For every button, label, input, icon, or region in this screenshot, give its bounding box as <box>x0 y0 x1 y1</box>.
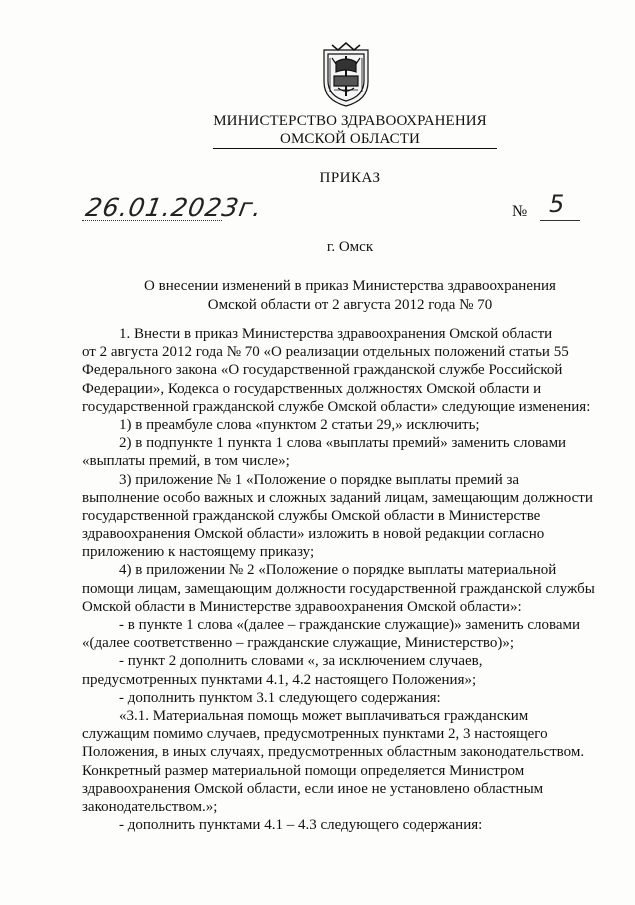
body-line: - в пункте 1 слова «(далее – гражданские служащие)» заменить словами <box>119 617 581 633</box>
order-body <box>82 325 609 834</box>
body-line: законодательством.»; <box>82 798 218 815</box>
body-line: - дополнить пунктом 3.1 следующего содержания: <box>119 689 441 706</box>
body-line: Федерального закона «О государственной гражданской службе Российской <box>82 362 563 379</box>
handwritten-date: 26.01.2023г. <box>83 193 265 222</box>
body-line: Омской области в Министерстве здравоохранения Омской области»: <box>82 598 522 615</box>
body-line: 1. Внести в приказ Министерства здравоохранения Омской области <box>119 326 553 342</box>
document-type-title: ПРИКАЗ <box>319 170 381 186</box>
number-label: № <box>512 203 528 220</box>
body-line: «(далее соответственно – гражданские служащие, Министерство)»; <box>82 635 515 652</box>
body-line: государственной гражданской службы Омской области в Министерстве <box>82 507 541 524</box>
body-line: - дополнить пунктами 4.1 – 4.3 следующего содержания: <box>119 817 483 834</box>
header-divider <box>213 148 497 149</box>
omsk-coat-of-arms-emblem <box>318 42 374 108</box>
body-line: приложению к настоящему приказу; <box>82 544 315 561</box>
body-line: здравоохранения Омской области» изложить в новой редакции согласно <box>82 526 545 543</box>
body-line: Конкретный размер материальной помощи определяется Министром <box>82 762 525 779</box>
body-line: 1) в преамбуле слова «пунктом 2 статьи 29,» исключить; <box>119 416 480 433</box>
body-line: 2) в подпункте 1 пункта 1 слова «выплаты премий» заменить словами <box>119 435 567 452</box>
handwritten-number: 5 <box>549 190 565 218</box>
body-line: помощи лицам, замещающим должности государственной гражданской службы <box>82 580 595 597</box>
body-line: выполнение особо важных и сложных заданий лицам, замещающим должности <box>82 489 593 506</box>
body-line: предусмотренных пунктами 4.1, 4.2 настоящего Положения»; <box>82 671 477 688</box>
body-line: здравоохранения Омской области, если иное не установлено областным <box>82 780 544 797</box>
body-line: - пункт 2 дополнить словами «, за исключением случаев, <box>119 653 483 670</box>
date-underline <box>82 220 222 221</box>
subject-line1: О внесении изменений в приказ Министерства здравоохранения <box>144 278 556 294</box>
body-line: 3) приложение № 1 «Положение о порядке выплаты премий за <box>119 471 520 488</box>
body-line: «выплаты премий, в том числе»; <box>82 453 290 470</box>
number-underline <box>540 220 580 221</box>
body-line: Положения, в иных случаях, предусмотренных областным законодательством. <box>82 744 585 761</box>
body-line: 4) в приложении № 2 «Положение о порядке выплаты материальной <box>119 562 557 579</box>
body-line: государственной гражданской службе Омской области» следующие изменения: <box>82 398 591 415</box>
city-line: г. Омск <box>326 239 374 255</box>
ministry-name-line1: МИНИСТЕРСТВО ЗДРАВООХРАНЕНИЯ <box>213 113 487 129</box>
subject-line2: Омской области от 2 августа 2012 года № 70 <box>207 297 493 313</box>
body-line: «3.1. Материальная помощь может выплачиваться гражданским <box>119 707 529 724</box>
body-line: от 2 августа 2012 года № 70 «О реализации отдельных положений статьи 55 <box>82 344 569 361</box>
ministry-name-line2: ОМСКОЙ ОБЛАСТИ <box>280 131 420 147</box>
body-line: Федерации», Кодекса о государственных должностях Омской области и <box>82 380 542 397</box>
body-line: служащим помимо случаев, предусмотренных пунктами 2, 3 настоящего <box>82 726 548 743</box>
